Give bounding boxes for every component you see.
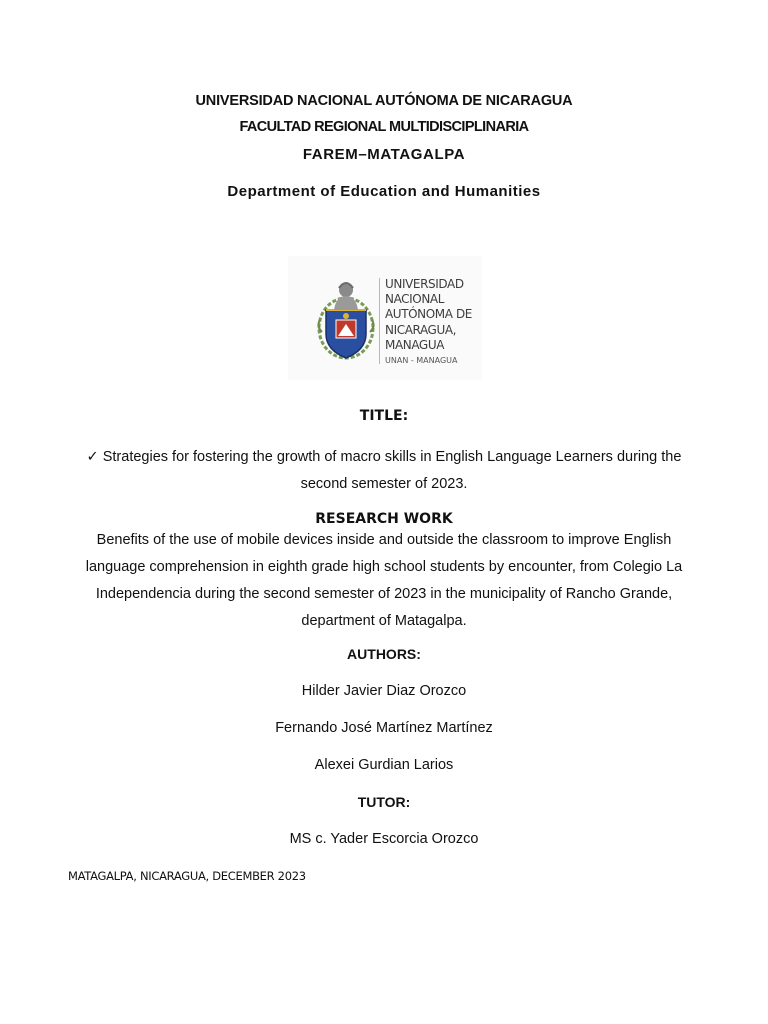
author-name: Alexei Gurdian Larios — [314, 757, 454, 773]
author-name: Fernando José Martínez Martínez — [275, 720, 493, 736]
campus-heading: FAREM–MATAGALPA — [302, 146, 466, 163]
university-crest-icon — [316, 276, 376, 364]
logo-divider — [379, 278, 380, 364]
authors-label: AUTHORS: — [347, 646, 421, 662]
place-date-footer: MATAGALPA, NICARAGUA, DECEMBER 2023 — [68, 869, 306, 883]
faculty-heading: FACULTAD REGIONAL MULTIDISCIPLINARIA — [239, 119, 529, 135]
research-work-description: Benefits of the use of mobile devices inside and outside the classroom to improve English language comprehension in eighth grade high school students by encounter, from Colegio La Independencia during the second semester of 2023 in the municipality of Rancho Grande, department of Matagalpa. — [85, 532, 683, 629]
department-heading: Department of Education and Humanities — [227, 183, 541, 200]
university-heading: UNIVERSIDAD NACIONAL AUTÓNOMA DE NICARAGUA — [195, 93, 573, 109]
tutor-label: TUTOR: — [357, 794, 411, 810]
thesis-title: ✓ Strategies for fostering the growth of macro skills in English Language Learners during the second semester of 2023. — [86, 449, 682, 492]
tutor-name: MS c. Yader Escorcia Orozco — [289, 831, 479, 847]
university-logo — [288, 256, 482, 380]
research-work-label: RESEARCH WORK — [315, 511, 453, 527]
logo-abbreviation: UNAN - MANAGUA — [385, 356, 458, 365]
title-label: TITLE: — [359, 408, 409, 424]
logo-university-name: UNIVERSIDAD NACIONAL AUTÓNOMA DE NICARAGUA, MANAGUA — [385, 277, 472, 352]
author-name: Hilder Javier Diaz Orozco — [301, 683, 467, 699]
